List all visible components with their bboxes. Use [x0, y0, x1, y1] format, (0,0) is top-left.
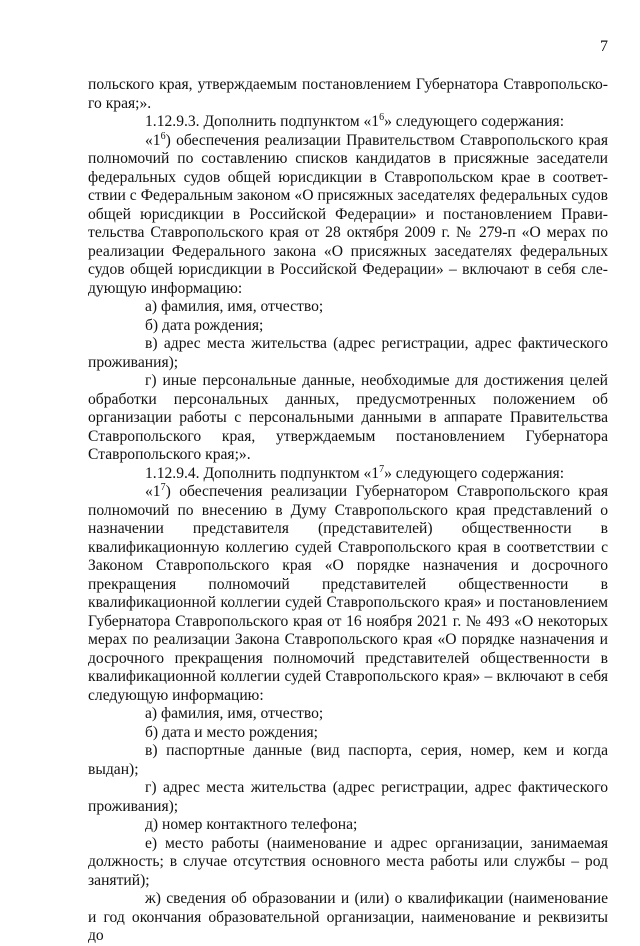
paragraph-9 — [88, 483, 608, 705]
paragraph-8-text: 1.12.9.4. Дополнить подпунктом «1 — [145, 464, 380, 482]
list-item-g — [88, 372, 608, 465]
list-item-a-2-text: а) фамилия, имя, отчество; — [145, 705, 324, 722]
list-item-b-2-text: б) дата и место рождения; — [145, 723, 318, 741]
document-body — [88, 76, 608, 946]
list-item-g-2-text: г) адрес места жительства (адрес регистрации, адрес фактического проживания); — [88, 779, 608, 815]
paragraph-8-text-end: » следующего содержания: — [384, 464, 565, 482]
paragraph-9-text-end: ) обеспечения реализации Губернатором Ставропольского края полномочий по внесению в Думу Ставропольского края представлений о назначении представителя (представителей) общественности в квалификационную коллегию судей Ставропольского края в соответствии с Законом Ставропольского края «О порядке назначения и досрочного прекращения полномочий представителей общественности в квалификационной коллегии судей Ставропольского края» и постановлением Губернатора Ставропольского края от 16 ноября 2021 г. № 493 «О некоторых мерах по реализации Закона Ставропольского края «О порядке назначения и досрочного прекращения полномочий представителей общественности в квалификационной коллегии судей Ставропольского края» – включают в себя следующую информацию: — [88, 483, 608, 704]
superscript: 6 — [379, 111, 385, 123]
list-item-e-2 — [88, 835, 608, 891]
paragraph-2 — [88, 113, 608, 132]
paragraph-3 — [88, 132, 608, 299]
list-item-g-text: г) иные персональные данные, необходимые для достижения целей обработки персональных данных, предусмотренных положением об организации работы с персональными данными в аппарате Правительства Ставропольского края, утверждаемым постановлением Губернатора Ставропольского края;». — [88, 372, 608, 463]
list-item-b — [88, 317, 608, 336]
paragraph-3-text-end: ) обеспечения реализации Правительством Ставропольского края полномочий по составлению списков кандидатов в присяжные заседатели федеральных судов общей юрисдикции в Ставропольском крае в соответствии с Федеральным законом «О присяжных заседателях федеральных судов общей юрисдикции в Российской Федерации» и постановлением Правительства Ставропольского края от 28 октября 2009 г. № 279-п «О мерах по реализации Федерального закона «О присяжных заседателях федеральных судов общей юрисдикции в Российской Федерации» – включают в себя следующую информацию: — [88, 131, 608, 297]
list-item-d-2 — [88, 816, 608, 835]
list-item-b-2 — [88, 724, 608, 743]
paragraph-9-text: «1 — [145, 483, 161, 500]
list-item-v-2-text: в) паспортные данные (вид паспорта, серия, номер, кем и когда выдан); — [88, 742, 608, 778]
superscript: 6 — [160, 130, 166, 142]
paragraph-3-text: «1 — [145, 131, 161, 149]
paragraph-2-text: 1.12.9.3. Дополнить подпунктом «1 — [145, 113, 380, 130]
list-item-a-2 — [88, 705, 608, 724]
list-item-v — [88, 335, 608, 372]
list-item-e-2-text: е) место работы (наименование и адрес организации, занимаемая должность; в случае отсутствия основного места работы или службы – род занятий); — [88, 834, 608, 889]
paragraph-2-text-end: » следующего содержания: — [384, 113, 565, 130]
page-number: 7 — [600, 38, 608, 55]
list-item-v-2 — [88, 742, 608, 779]
list-item-a — [88, 298, 608, 317]
list-item-b-text: б) дата рождения; — [145, 316, 264, 334]
list-item-g-2 — [88, 779, 608, 816]
paragraph-8 — [88, 465, 608, 484]
list-item-v-text: в) адрес места жительства (адрес регистрации, адрес фактического проживания); — [88, 335, 608, 371]
list-item-zh-2-text: ж) сведения об образовании и (или) о квалификации (наименование и год окончания образовательной организации, наименование и реквизиты до — [88, 890, 608, 944]
superscript: 7 — [379, 463, 385, 475]
list-item-a-text: а) фамилия, имя, отчество; — [145, 298, 324, 315]
list-item-d-2-text: д) номер контактного телефона; — [145, 816, 358, 833]
superscript: 7 — [160, 481, 166, 493]
list-item-zh-2 — [88, 890, 608, 946]
paragraph-1-text: польского края, утверждаемым постановлением Губернатора Ставропольского края;». — [88, 76, 608, 112]
paragraph-1 — [88, 76, 608, 113]
